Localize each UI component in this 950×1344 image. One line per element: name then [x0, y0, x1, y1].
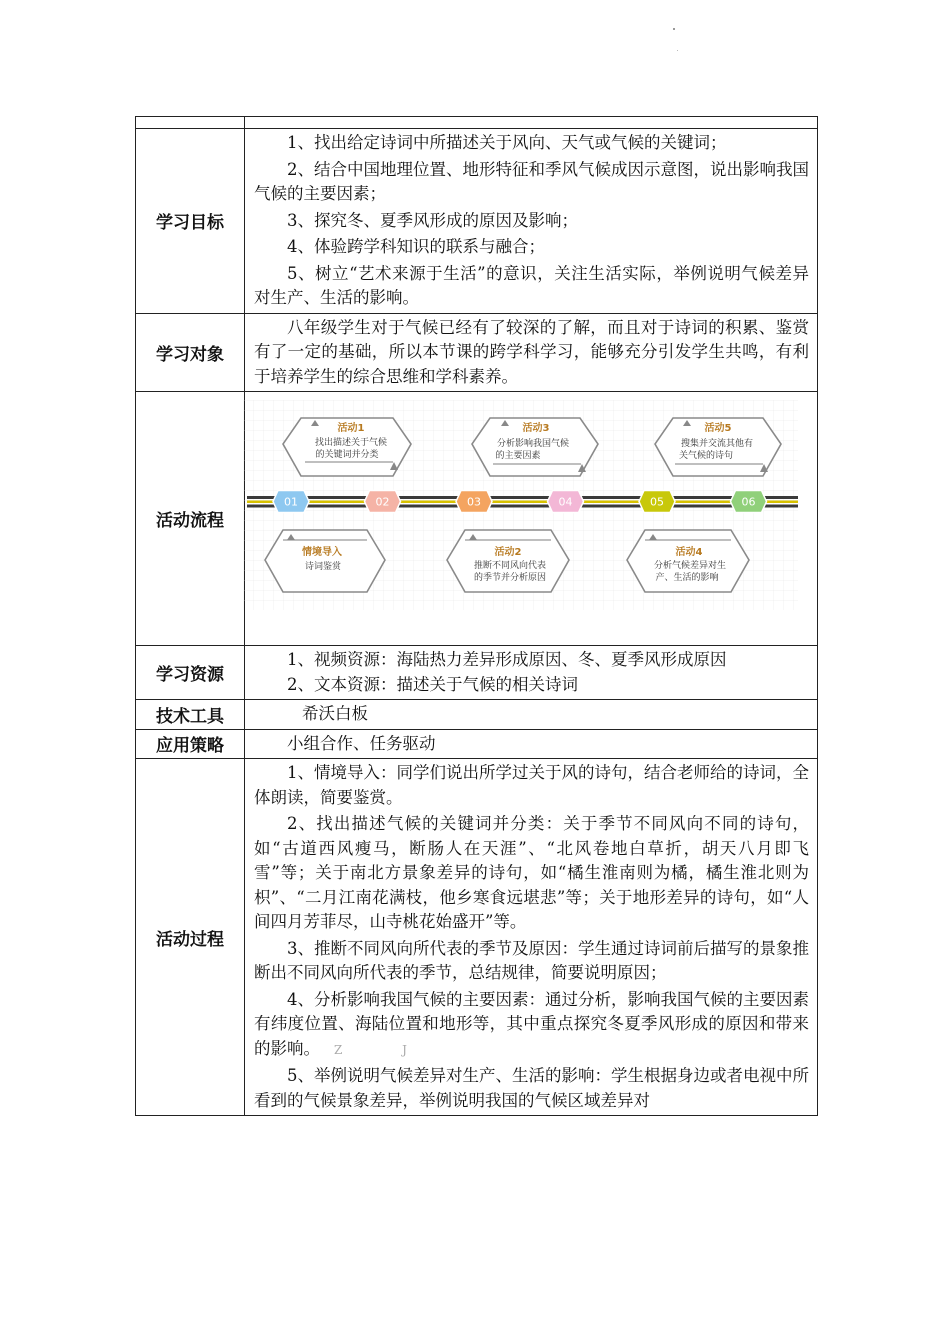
strategy-row [136, 729, 818, 759]
timeline-node [548, 491, 584, 513]
scan-mark [673, 28, 675, 30]
timeline-node-label: 03 [467, 495, 481, 509]
activity-box-1 [283, 418, 411, 476]
timeline-rail [247, 501, 798, 504]
activity-desc: 的季节并分析原因 [473, 573, 547, 583]
goal-item: 2、结合中国地理位置、地形特征和季风气候成因示意图，说出影响我国气候的主要因素； [254, 159, 809, 203]
resource-item: 2、文本资源：描述关于气候的相关诗词 [287, 674, 578, 694]
activity-desc: 推断不同风向代表 [473, 561, 547, 571]
process-content [245, 759, 818, 1116]
resource-item: 1、视频资源：海陆热力差异形成原因、冬、夏季风形成原因 [287, 650, 727, 669]
timeline-rail [247, 505, 798, 508]
process-item: 1、情境导入：同学们说出所学过关于风的诗句，结合老师给的诗词，全体朗读，简要鉴赏。 [254, 763, 809, 807]
row-label: 活动流程 [136, 392, 245, 646]
tools-text: 希沃白板 [302, 704, 368, 723]
timeline-rail [247, 496, 798, 499]
activity-desc: 诗词鉴赏 [304, 562, 342, 572]
activity-title: 活动4 [675, 547, 703, 558]
activity-box-2 [447, 530, 569, 592]
target-content [245, 313, 818, 392]
activity-box-4 [627, 530, 749, 592]
resources-row [136, 646, 818, 700]
strategy-content [245, 729, 818, 759]
goal-item: 3、探究冬、夏季风形成的原因及影响； [287, 210, 578, 230]
tools-content [245, 700, 818, 730]
activity-flow-diagram [243, 400, 798, 610]
process-item-text: 4、分析影响我国气候的主要因素：通过分析，影响我国气候的主要因素有纬度位置、海陆位置和地形等，其中重点探究冬夏季风形成的原因和带来的影响。 [254, 989, 809, 1058]
timeline-node-label: 02 [375, 495, 390, 509]
activity-title: 情境导入 [302, 547, 342, 558]
target-text: 八年级学生对于气候已经有了较深的了解，而且对于诗词的积累、鉴赏有了一定的基础，所以本节课的跨学科学习，能够充分引发学生共鸣，有利于培养学生的综合思维和学科素养。 [254, 317, 809, 386]
process-row [136, 759, 818, 1116]
strategy-text: 小组合作、任务驱动 [287, 733, 436, 753]
activity-box-3 [472, 418, 598, 476]
process-item: 5、举例说明气候差异对生产、生活的影响：学生根据身边或者电视中所看到的气候景象差异，举例说明我国的气候区域差异对 [254, 1066, 809, 1110]
row-label: 学习对象 [136, 313, 245, 392]
process-item: 2、找出描述气候的关键词并分类：关于季节不同风向不同的诗句，如“古道西风瘦马，断肠人在天涯”、“北风卷地白草折，胡天八月即飞雪”等；关于南北方景象差异的诗句，如“橘生淮南则为橘，橘生淮北则为枳”、“二月江南花满枝，他乡寒食远堪悲”等；关于地形差异的诗句，如“人间四月芳菲尽，山寺桃花始盛开”等。 [254, 814, 809, 931]
activity-box-5 [655, 418, 781, 476]
goals-row [136, 129, 818, 314]
activity-desc: 搜集并交流其他有 [680, 439, 754, 449]
activity-desc: 产、生活的影响 [655, 573, 719, 583]
watermark: Z J [334, 1042, 435, 1057]
timeline-node [273, 491, 309, 513]
goal-item: 4、体验跨学科知识的联系与融合； [287, 237, 545, 256]
goal-item: 5、树立“艺术来源于生活”的意识，关注生活实际，举例说明气候差异对生产、生活的影响。 [254, 263, 809, 307]
process-item: 3、推断不同风向所代表的季节及原因：学生通过诗词前后描写的景象推断出不同风向所代表的季节，总结规律，简要说明原因； [254, 938, 809, 982]
activity-title: 活动3 [522, 423, 550, 434]
activity-desc: 分析气候差异对生 [653, 561, 727, 571]
flow-content [245, 392, 818, 646]
blank-cell [136, 117, 245, 129]
header-row [136, 117, 818, 129]
activity-desc: 关气候的诗句 [678, 451, 734, 461]
blank-cell [245, 117, 818, 129]
activity-box-intro [265, 530, 385, 592]
activity-desc: 分析影响我国气候 [496, 439, 570, 449]
resources-content [245, 646, 818, 700]
flow-row [136, 392, 818, 646]
activity-desc: 的主要因素 [495, 451, 541, 461]
timeline-node [365, 491, 401, 513]
timeline-node-label: 05 [650, 495, 664, 509]
activity-desc: 的关键词并分类 [315, 450, 379, 460]
activity-title: 活动5 [704, 423, 732, 434]
goal-item: 1、找出给定诗词中所描述关于风向、天气或气候的关键词； [287, 133, 727, 152]
row-label: 应用策略 [136, 729, 245, 759]
timeline-node-label: 06 [741, 495, 756, 509]
row-label: 学习目标 [136, 129, 245, 314]
row-label: 学习资源 [136, 646, 245, 700]
row-label: 技术工具 [136, 700, 245, 730]
lesson-plan-table [135, 116, 818, 1116]
timeline-node [456, 491, 492, 513]
timeline-node-label: 04 [558, 495, 573, 509]
timeline-node-label: 01 [284, 495, 298, 509]
target-row [136, 313, 818, 392]
goals-content [245, 129, 818, 314]
process-item [254, 988, 809, 1063]
tools-row [136, 700, 818, 730]
activity-desc: 找出描述关于气候 [314, 438, 388, 448]
activity-title: 活动1 [337, 423, 365, 434]
row-label: 活动过程 [136, 759, 245, 1116]
scan-mark [677, 50, 678, 51]
timeline-node [731, 491, 767, 513]
timeline-node [639, 491, 675, 513]
activity-title: 活动2 [494, 547, 522, 558]
